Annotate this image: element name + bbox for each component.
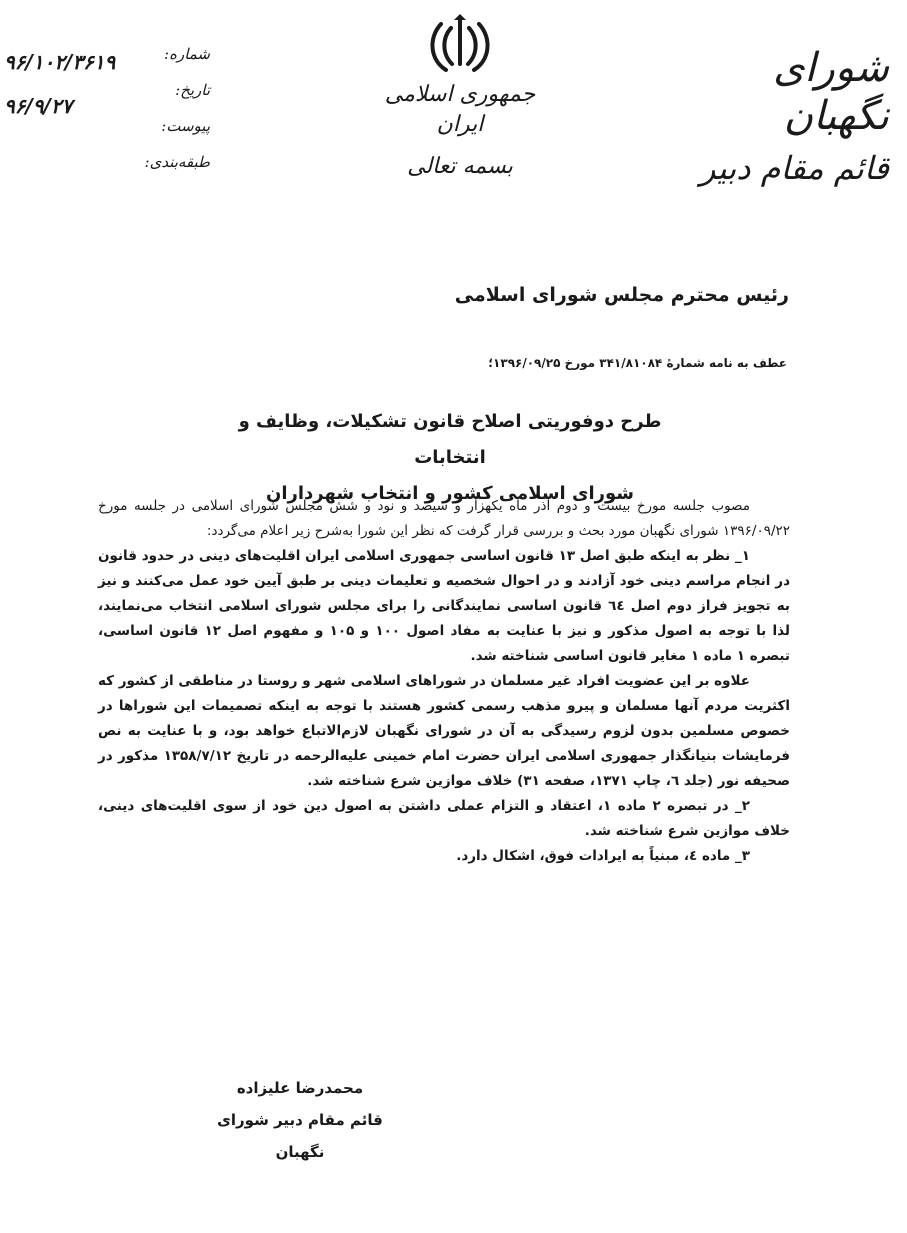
signer-name: محمدرضا علیزاده [236,1079,364,1097]
signature-block [200,1072,400,1168]
addressee: رئیس محترم مجلس شورای اسلامی [454,284,789,306]
label-date: تاریخ: [175,81,210,99]
council-name: شورای نگهبان [773,45,889,139]
republic-name: جمهوری اسلامی ایران [384,82,536,137]
item-3: ۳_ ماده ٤، مبنیاً به ایرادات فوق، اشکال دارد. [456,848,750,864]
plan-title-line1: طرح دوفوریتی اصلاح قانون تشکیلات، وظایف و انتخابات [238,411,662,468]
letter-body [98,494,790,869]
emblem-block [380,14,540,140]
label-attachment: پیوست: [161,117,210,135]
label-number: شماره: [164,45,210,63]
intro-paragraph: مصوب جلسه مورخ بیست و دوم آذر ماه یکهزار و سیصد و نود و شش مجلس شورای اسلامی در جلسه مورخ ۱۳۹۶/۰۹/۲۲ شورای نگهبان مورد بحث و بررسی قرار گرفت که نظر این شورا به‌شرح زیر اعلام می‌گردد: [98,498,790,539]
meta-labels [144,36,210,180]
item-1-continuation: علاوه بر این عضویت افراد غیر مسلمان در شوراهای اسلامی شهر و روستا در مناطقی از کشور که اکثریت مردم آنها مسلمان و پیرو مذهب رسمی کشور هستند با توجه به اینکه تصمیمات این شوراها در خصوص مسلمین بدون لزوم رسیدگی به آن در شورای نگهبان لازم‌الاتباع خواهد بود، و با عنایت به نص فرمایشات بنیانگذار جمهوری اسلامی ایران حضرت امام خمینی علیه‌الرحمه در تاریخ ۱۳۵۸/۷/۱۲ مذکور در صحیفه نور (جلد ٦، چاپ ۱۳۷۱، صفحه ۳۱) خلاف موازین شرع شناخته شد. [98,673,790,789]
label-classification: طبقه‌بندی: [144,153,210,171]
item-1: ۱_ نظر به اینکه طبق اصل ۱۳ قانون اساسی جمهوری اسلامی ایران اقلیت‌های دینی در حدود قانون در انجام مراسم دینی خود آزادند و در احوال شخصیه و تعلیمات دینی بر طبق آیین خود عمل می‌کنند و نیز به تجویز فراز دوم اصل ٦٤ قانون اساسی نمایندگانی را برای مجلس شورای اسلامی انتخاب می‌نمایند، لذا با توجه به اصول مذکور و نیز با عنایت به مفاد اصول ۱۰۰ و ۱۰۵ و مفهوم اصل ۱۲ قانون اساسی، تبصره ۱ ماده ۱ مغایر قانون اساسی شناخته شد. [98,548,790,664]
reference-line: عطف به نامه شمارهٔ ۳۴۱/۸۱۰۸۴ مورخ ۱۳۹۶/۰۹/۲۵؛ [488,356,787,370]
signer-title: قائم مقام دبیر شورای نگهبان [217,1111,383,1161]
letter-number: ۹۶/۱۰۲/۳۶۱۹ [4,50,116,74]
iran-emblem-icon [424,14,496,78]
plan-title-line2: شورای اسلامی کشور و انتخاب شهرداران [265,483,635,504]
item-2: ۲_ در تبصره ۲ ماده ۱، اعتقاد و التزام عملی داشتن به اصول دین خود از سوی اقلیت‌های دینی، خلاف موازین شرع شناخته شد. [98,798,790,839]
meta-values [4,40,144,128]
council-office: قائم مقام دبیر [700,149,889,187]
council-header [699,44,889,190]
bismillah: بسمه تعالی [407,154,513,179]
letter-date: ۹۶/۹/۲۷ [4,94,73,118]
